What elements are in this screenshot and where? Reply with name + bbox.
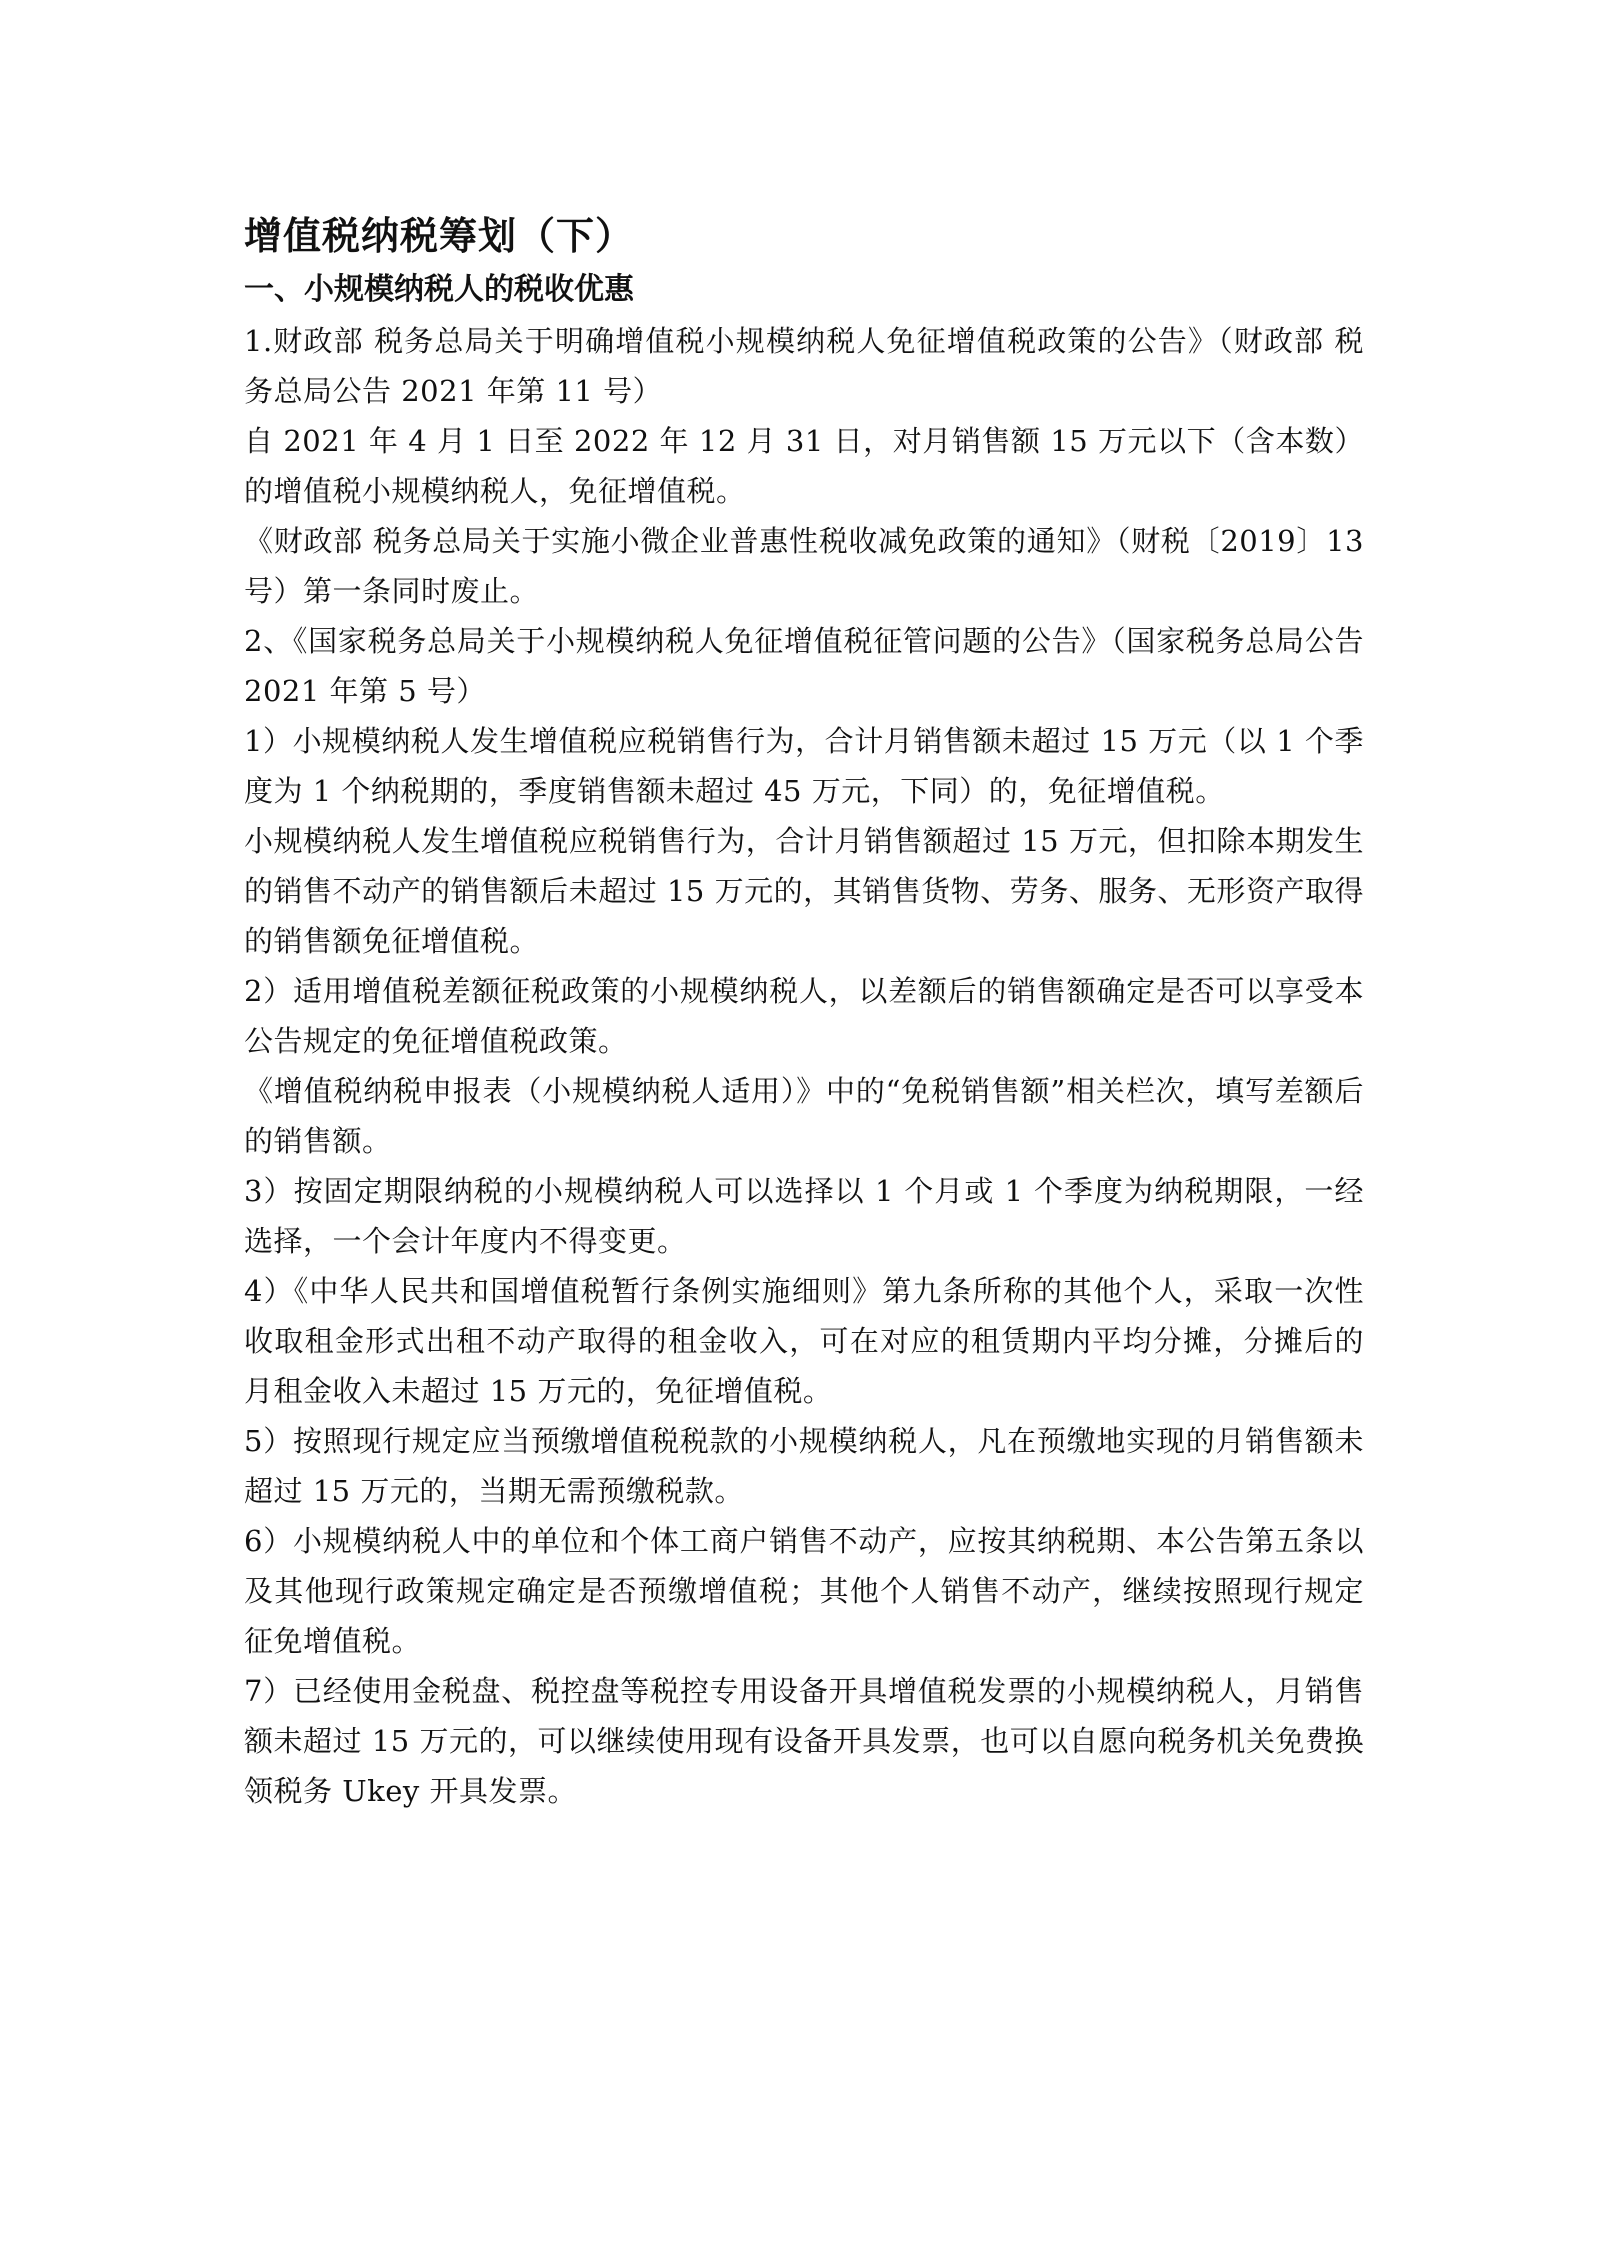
paragraph-item-3: 3）按固定期限纳税的小规模纳税人可以选择以 1 个月或 1 个季度为纳税期限，一经选择，一个会计年度内不得变更。 <box>244 1174 1364 1258</box>
paragraph-repeal: 《财政部 税务总局关于实施小微企业普惠性税收减免政策的通知》（财税〔2019〕13 号）第一条同时废止。 <box>244 524 1364 608</box>
paragraph-exemption-period: 自 2021 年 4 月 1 日至 2022 年 12 月 31 日，对月销售额 15 万元以下（含本数）的增值税小规模纳税人，免征增值税。 <box>244 424 1364 508</box>
paragraph-item-6: 6）小规模纳税人中的单位和个体工商户销售不动产，应按其纳税期、本公告第五条以及其他现行政策规定确定是否预缴增值税；其他个人销售不动产，继续按照现行规定征免增值税。 <box>244 1524 1364 1658</box>
paragraph-policy-1: 1.财政部 税务总局关于明确增值税小规模纳税人免征增值税政策的公告》（财政部 税务总局公告 2021 年第 11 号） <box>244 324 1364 408</box>
document-body <box>244 208 1364 1816</box>
paragraph-item-1: 1）小规模纳税人发生增值税应税销售行为，合计月销售额未超过 15 万元（以 1 个季度为 1 个纳税期的，季度销售额未超过 45 万元，下同）的，免征增值税。 <box>244 724 1364 808</box>
paragraph-item-2: 2）适用增值税差额征税政策的小规模纳税人，以差额后的销售额确定是否可以享受本公告规定的免征增值税政策。 <box>244 974 1364 1058</box>
paragraph-item-4: 4）《中华人民共和国增值税暂行条例实施细则》第九条所称的其他个人，采取一次性收取租金形式出租不动产取得的租金收入，可在对应的租赁期内平均分摊，分摊后的月租金收入未超过 15 万元的，免征增值税。 <box>244 1274 1364 1408</box>
paragraph-item-7: 7）已经使用金税盘、税控盘等税控专用设备开具增值税发票的小规模纳税人，月销售额未超过 15 万元的，可以继续使用现有设备开具发票，也可以自愿向税务机关免费换领税务 Ukey 开具发票。 <box>244 1674 1364 1808</box>
document-title: 增值税纳税筹划（下） <box>244 214 635 258</box>
section-heading: 一、小规模纳税人的税收优惠 <box>244 272 634 307</box>
paragraph-policy-2: 2、《国家税务总局关于小规模纳税人免征增值税征管问题的公告》（国家税务总局公告 2021 年第 5 号） <box>244 624 1364 708</box>
paragraph-item-1-detail: 小规模纳税人发生增值税应税销售行为，合计月销售额超过 15 万元，但扣除本期发生的销售不动产的销售额后未超过 15 万元的，其销售货物、劳务、服务、无形资产取得的销售额免征增值税。 <box>244 824 1364 958</box>
paragraph-item-5: 5）按照现行规定应当预缴增值税税款的小规模纳税人，凡在预缴地实现的月销售额未超过 15 万元的，当期无需预缴税款。 <box>244 1424 1364 1508</box>
paragraph-item-2-detail: 《增值税纳税申报表（小规模纳税人适用）》中的“免税销售额”相关栏次，填写差额后的销售额。 <box>244 1074 1364 1158</box>
